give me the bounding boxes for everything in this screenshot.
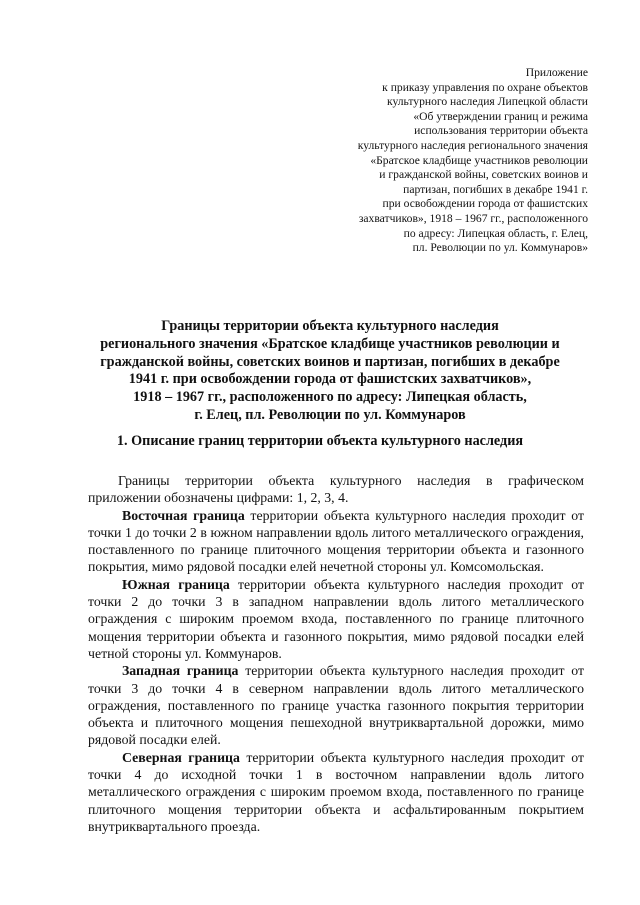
south-boundary-paragraph — [88, 576, 584, 662]
west-boundary-paragraph — [88, 662, 584, 748]
appendix-line: по адресу: Липецкая область, г. Елец, — [403, 226, 588, 240]
document-title — [60, 318, 600, 425]
west-boundary-label: Западная граница — [122, 663, 239, 679]
title-line: 1918 – 1967 гг., расположенного по адресу: Липецкая область, — [133, 389, 527, 406]
east-boundary-label: Восточная граница — [122, 507, 245, 523]
north-boundary-label: Северная граница — [122, 749, 240, 765]
appendix-line: партизан, погибших в декабре 1941 г. — [403, 182, 588, 196]
east-boundary-paragraph — [88, 507, 584, 576]
appendix-header — [268, 66, 588, 256]
south-boundary-label: Южная граница — [122, 576, 230, 592]
north-boundary-text: территории объекта культурного наследия проходит от точки 4 до исходной точки 1 в восточном направлении вдоль литого металлического ограждения с широким проемом входа, поставленного по границе плиточного мощения территории объекта и асфальтированным покрытием внутриквартального проезда. — [88, 749, 584, 834]
section-heading: 1. Описание границ территории объекта культурного наследия — [116, 433, 524, 449]
appendix-line: захватчиков», 1918 – 1967 гг., расположенного — [358, 211, 588, 225]
appendix-line: Приложение — [525, 66, 588, 79]
body-text — [88, 472, 584, 835]
title-line: г. Елец, пл. Революции по ул. Коммунаров — [194, 406, 466, 423]
appendix-line: при освобождении города от фашистских — [382, 197, 588, 211]
appendix-line: и гражданской войны, советских воинов и — [379, 168, 588, 182]
title-line: гражданской войны, советских воинов и партизан, погибших в декабре — [100, 353, 560, 370]
north-boundary-paragraph — [88, 749, 584, 835]
appendix-line: использования территории объекта — [414, 124, 588, 138]
appendix-line: культурного наследия регионального значения — [357, 138, 588, 152]
appendix-line: к приказу управления по охране объектов — [382, 80, 588, 94]
appendix-line: «Об утверждении границ и режима — [413, 109, 588, 123]
appendix-line: пл. Революции по ул. Коммунаров» — [412, 241, 588, 255]
south-boundary-text: территории объекта культурного наследия проходит от точки 2 до точки 3 в западном направлении вдоль литого металлического ограждения с широким проемом входа, поставленного по границе плиточного мощения территории объекта и газонного покрытия, мимо рядовой посадки елей четной стороны ул. Коммунаров. — [88, 576, 584, 661]
title-line: регионального значения «Братское кладбище участников революции и — [100, 335, 560, 352]
east-boundary-text: территории объекта культурного наследия проходит от точки 1 до точки 2 в южном направлении вдоль литого металлического ограждения, поставленного по границе плиточного мощения территории объекта и газонного покрытия, мимо рядовой посадки елей нечетной стороны ул. Комсомольская. — [88, 507, 584, 575]
intro-paragraph: Границы территории объекта культурного наследия в графическом приложении обозначены цифрами: 1, 2, 3, 4. — [88, 473, 584, 506]
west-boundary-text: территории объекта культурного наследия проходит от точки 3 до точки 4 в северном направлении вдоль литого металлического ограждения, поставленного по границе участка газонного покрытия территории объекта и плиточного мощения пешеходной внутриквартальной дорожки, мимо рядовой посадки елей. — [88, 663, 584, 748]
title-line: Границы территории объекта культурного наследия — [161, 318, 499, 334]
title-line: 1941 г. при освобождении города от фашистских захватчиков», — [128, 371, 532, 388]
appendix-line: культурного наследия Липецкой области — [387, 95, 588, 109]
appendix-line: «Братское кладбище участников революции — [370, 153, 588, 167]
